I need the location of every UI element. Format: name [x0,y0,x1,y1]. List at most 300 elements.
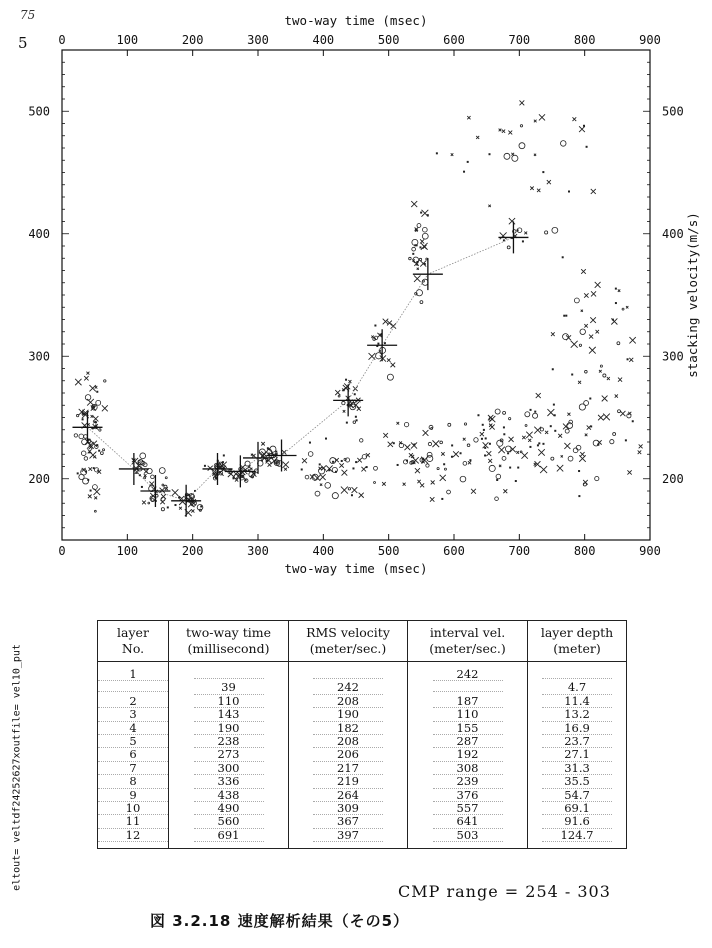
semblance-mark-circle [348,488,350,490]
semblance-mark-dot [615,288,617,290]
semblance-mark-dot [451,444,453,446]
semblance-mark-dot [489,443,491,445]
semblance-mark-cross [499,129,502,132]
semblance-mark-dot [553,404,555,406]
semblance-mark-dot [167,506,169,508]
semblance-mark-cross [618,289,620,291]
semblance-mark-cross [463,438,466,441]
table-row [98,735,627,748]
table-cell-no: 11 [98,815,169,828]
table-row [98,789,627,802]
table-cell-time: 560 [169,815,289,828]
picked-velocity-markers [72,221,528,516]
semblance-mark-dot [586,146,588,148]
semblance-mark-cross [335,390,340,395]
x-tick-label-top: 400 [312,33,335,47]
semblance-mark-circle [552,227,558,233]
picked-velocity-marker [171,485,201,517]
semblance-mark-cross [564,443,570,449]
semblance-mark-dot [542,443,544,445]
semblance-mark-dot [335,471,337,473]
semblance-mark-cross [208,466,213,471]
semblance-mark-cross [343,410,346,413]
semblance-mark-circle [447,490,451,494]
header-rms-velocity: RMS velocity (meter/sec.) [289,621,408,662]
semblance-mark-dot [436,152,438,154]
semblance-mark-cross [510,446,516,452]
semblance-mark-cross [572,117,576,121]
semblance-mark-cross [388,442,393,447]
table-cell-time: 238 [169,735,289,748]
semblance-mark-dot [215,477,217,479]
semblance-mark-circle [512,155,518,161]
semblance-mark-cross [144,469,148,473]
semblance-mark-cross [618,378,622,382]
semblance-mark-circle [404,422,408,426]
semblance-mark-dot [441,498,443,500]
table-cell-interval: 308 [408,762,528,775]
semblance-mark-cross [404,444,410,450]
semblance-mark-circle [140,453,146,459]
semblance-mark-dot [301,468,303,470]
semblance-mark-cross [467,116,470,119]
table-cell-depth: 11.4 [528,695,627,708]
semblance-mark-cross [538,449,545,456]
semblance-mark-circle [151,475,155,479]
y-tick-label-right: 400 [662,226,684,241]
table-cell-interval: 557 [408,802,528,815]
semblance-mark-circle [270,446,276,452]
semblance-mark-cross [589,335,593,339]
semblance-mark-cross [547,409,554,416]
semblance-mark-cross [172,489,179,496]
semblance-mark-circle [96,400,101,405]
semblance-mark-cross [626,306,628,308]
semblance-mark-dot [393,442,395,444]
semblance-mark-cross [391,323,396,328]
semblance-mark-cross [430,497,434,501]
semblance-mark-dot [223,454,225,456]
semblance-mark-circle [533,413,538,418]
semblance-mark-cross [539,114,545,120]
semblance-mark-dot [351,494,353,496]
semblance-mark-dot [275,451,277,453]
table-body [98,662,627,849]
x-axis-label-bottom: two-way time (msec) [284,561,428,576]
semblance-mark-dot [413,443,415,445]
semblance-mark-dot [188,494,190,496]
semblance-mark-circle [580,329,585,334]
semblance-mark-cross [581,310,583,312]
semblance-mark-cross [602,396,608,402]
semblance-mark-cross [545,431,548,434]
semblance-mark-circle [315,491,320,496]
table-cell-interval: 503 [408,829,528,849]
table-cell-rms: 208 [289,695,408,708]
semblance-mark-circle [525,412,530,417]
semblance-mark-cross [596,330,599,333]
semblance-mark-cross [357,458,361,462]
table-cell-rms: 367 [289,815,408,828]
semblance-mark-circle [504,153,510,159]
semblance-mark-cross [579,126,585,132]
semblance-mark-cross [578,381,581,384]
semblance-mark-dot [483,429,485,431]
table-cell-no: 12 [98,829,169,849]
semblance-mark-cross [88,494,92,498]
semblance-mark-dot [345,379,347,381]
table-cell-no: 8 [98,775,169,788]
semblance-mark-cross [344,383,350,389]
semblance-mark-dot [612,319,614,321]
semblance-mark-cross [144,474,147,477]
semblance-mark-dot [522,240,524,242]
semblance-mark-cross [420,239,424,243]
semblance-mark-dot [485,437,487,439]
semblance-mark-cross [599,370,602,373]
semblance-mark-dot [484,447,486,449]
x-tick-label-bottom: 200 [181,544,204,558]
semblance-mark-cross [382,482,386,486]
table-cell-depth: 16.9 [528,722,627,735]
semblance-mark-cross [509,218,515,224]
semblance-mark-cross [526,432,532,438]
x-tick-label-bottom: 300 [247,544,269,558]
semblance-mark-cross [571,341,578,348]
semblance-scatter [74,100,642,516]
semblance-mark-dot [141,486,143,488]
semblance-mark-cross [302,458,307,463]
table-header-row [98,621,627,662]
semblance-mark-dot [355,416,357,418]
table-cell-no: 3 [98,708,169,721]
semblance-mark-cross [547,180,551,184]
semblance-mark-cross [88,467,92,471]
semblance-mark-cross [86,372,89,375]
table-cell-time: 300 [169,762,289,775]
semblance-mark-circle [603,374,606,377]
semblance-mark-circle [74,434,77,437]
semblance-mark-circle [387,374,393,380]
semblance-mark-cross [537,189,540,192]
x-tick-label-top: 0 [58,33,66,47]
semblance-mark-cross [250,468,252,470]
x-tick-label-bottom: 600 [443,544,465,558]
semblance-mark-cross [536,393,541,398]
semblance-mark-cross [268,463,272,467]
table-cell-no: 7 [98,762,169,775]
semblance-mark-dot [488,153,490,155]
semblance-mark-cross [191,509,194,512]
semblance-mark-dot [568,190,570,192]
semblance-mark-dot [538,442,540,444]
semblance-mark-dot [481,438,483,440]
semblance-mark-circle [338,395,340,397]
table-row [98,662,627,682]
header-layer-depth: layer depth (meter) [528,621,627,662]
semblance-mark-cross [639,444,643,448]
semblance-mark-dot [529,446,531,448]
semblance-mark-cross [534,154,536,156]
semblance-mark-cross [142,501,146,505]
semblance-mark-circle [440,441,443,444]
semblance-mark-cross [580,452,584,456]
semblance-mark-cross [342,470,348,476]
semblance-mark-dot [482,424,484,426]
semblance-mark-cross [94,496,97,499]
semblance-mark-dot [204,465,206,467]
semblance-mark-cross [629,358,633,362]
semblance-mark-dot [550,425,552,427]
semblance-mark-circle [417,224,421,228]
semblance-mark-circle [353,421,356,424]
semblance-mark-cross [161,494,166,499]
semblance-mark-cross [607,377,610,380]
table-cell-rms: 217 [289,762,408,775]
semblance-mark-cross [352,487,358,493]
semblance-mark-circle [474,438,478,442]
semblance-mark-cross [432,440,439,447]
semblance-mark-cross [584,324,587,327]
x-tick-label-top: 800 [573,33,596,47]
y-tick-label-left: 200 [28,471,50,486]
x-tick-label-bottom: 800 [573,544,596,558]
semblance-mark-cross [234,472,238,476]
semblance-mark-circle [448,423,451,426]
picked-velocity-marker [498,221,528,253]
semblance-mark-circle [560,141,566,147]
semblance-mark-circle [427,455,433,461]
table-cell-time: 39 [169,681,289,694]
table-cell-time: 336 [169,775,289,788]
semblance-mark-cross [480,432,484,436]
semblance-mark-cross [431,480,435,484]
semblance-mark-dot [467,161,469,163]
table-row [98,815,627,828]
semblance-mark-dot [90,490,92,492]
semblance-mark-cross [502,130,505,133]
semblance-mark-dot [355,461,357,463]
semblance-mark-circle [99,429,101,431]
semblance-mark-cross [320,474,326,480]
semblance-mark-dot [98,450,100,452]
semblance-mark-dot [354,393,356,395]
semblance-mark-dot [233,477,235,479]
semblance-mark-circle [426,464,429,467]
semblance-mark-circle [374,466,378,470]
table-cell-no: 10 [98,802,169,815]
semblance-mark-cross [93,416,98,421]
semblance-mark-cross [93,488,100,495]
table-cell-rms: 206 [289,748,408,761]
semblance-mark-cross [451,153,454,156]
semblance-mark-cross [503,489,507,493]
semblance-mark-circle [519,143,525,149]
semblance-mark-dot [82,418,84,420]
table-cell-interval: 239 [408,775,528,788]
x-axis-label-top: two-way time (msec) [284,13,428,28]
semblance-mark-dot [416,264,418,266]
semblance-mark-cross [557,465,563,471]
semblance-mark-cross [160,488,165,493]
table-cell-depth: 124.7 [528,829,627,849]
semblance-mark-dot [517,467,519,469]
semblance-mark-circle [165,477,167,479]
table-cell-interval: 376 [408,789,528,802]
x-tick-label-top: 700 [508,33,531,47]
semblance-mark-dot [590,425,592,427]
x-tick-label-bottom: 0 [58,544,66,558]
semblance-mark-circle [412,247,416,251]
semblance-mark-circle [444,468,446,470]
semblance-mark-circle [420,301,423,304]
semblance-mark-cross [540,466,547,473]
table-cell-depth: 69.1 [528,802,627,815]
semblance-mark-cross [516,451,519,454]
semblance-mark-circle [305,475,309,479]
semblance-mark-dot [625,439,627,441]
semblance-mark-dot [242,475,244,477]
semblance-mark-circle [617,342,620,345]
x-tick-label-bottom: 700 [508,544,531,558]
semblance-mark-cross [417,268,419,270]
semblance-mark-dot [597,444,599,446]
semblance-mark-cross [476,136,479,139]
semblance-mark-cross [411,201,417,207]
semblance-mark-circle [467,444,470,447]
table-cell-depth: 13.2 [528,708,627,721]
semblance-mark-dot [484,454,486,456]
semblance-mark-cross [519,100,524,105]
semblance-mark-dot [615,302,617,304]
semblance-mark-circle [374,482,376,484]
semblance-mark-dot [469,459,471,461]
semblance-mark-circle [503,411,506,414]
table-cell-interval: 287 [408,735,528,748]
semblance-mark-cross [581,269,586,274]
table-cell-depth: 35.5 [528,775,627,788]
semblance-mark-cross [383,433,388,438]
table-cell-no: 2 [98,695,169,708]
table-row [98,681,627,694]
x-tick-label-bottom: 500 [377,544,400,558]
semblance-mark-cross [423,430,429,436]
semblance-mark-circle [576,445,581,450]
semblance-mark-cross [629,337,635,343]
semblance-mark-cross [615,394,618,397]
semblance-mark-cross [440,475,446,481]
x-tick-label-top: 200 [181,33,204,47]
table-cell-rms: 309 [289,802,408,815]
x-tick-label-bottom: 900 [639,544,661,558]
semblance-mark-circle [520,451,522,453]
semblance-mark-circle [220,463,222,465]
semblance-mark-dot [88,451,90,453]
semblance-mark-circle [428,442,431,445]
semblance-mark-cross [283,462,289,468]
semblance-mark-circle [162,484,164,486]
table-row [98,802,627,815]
table-cell-rms: 242 [289,681,408,694]
semblance-mark-circle [489,465,495,471]
table-row [98,748,627,761]
velocity-results-table [97,620,627,849]
table-row [98,775,627,788]
semblance-mark-cross [489,424,492,427]
semblance-mark-dot [627,358,629,360]
table-cell-interval: 187 [408,695,528,708]
semblance-mark-dot [460,452,462,454]
semblance-mark-dot [443,463,445,465]
table-cell-depth: 27.1 [528,748,627,761]
semblance-mark-dot [542,171,544,173]
semblance-mark-circle [464,423,466,425]
semblance-mark-cross [95,386,98,389]
table-row [98,708,627,721]
semblance-mark-dot [503,426,505,428]
picked-velocity-line [87,237,513,500]
semblance-mark-cross [93,455,96,458]
semblance-mark-circle [104,380,106,382]
table-cell-rms: 182 [289,722,408,735]
semblance-mark-dot [503,433,505,435]
semblance-mark-circle [325,483,331,489]
table-cell-no: 6 [98,748,169,761]
semblance-mark-dot [374,325,376,327]
table-cell-time [169,662,289,682]
semblance-mark-dot [530,409,532,411]
semblance-mark-circle [568,456,573,461]
page-mark-handwritten: 75 [20,8,36,22]
table-cell-rms: 190 [289,708,408,721]
semblance-mark-circle [573,448,578,453]
semblance-mark-cross [579,455,586,462]
semblance-mark-cross [498,447,504,453]
semblance-mark-cross [390,363,395,368]
semblance-mark-cross [500,232,507,239]
semblance-mark-circle [94,510,96,512]
semblance-mark-dot [562,256,564,258]
x-tick-label-top: 100 [116,33,139,47]
header-layer-no: layer No. [98,621,169,662]
semblance-mark-dot [93,467,95,469]
semblance-mark-circle [463,462,467,466]
semblance-mark-dot [632,420,634,422]
semblance-mark-cross [591,189,596,194]
semblance-mark-cross [551,332,555,336]
picked-velocity-marker [140,475,170,507]
semblance-mark-cross [420,483,424,487]
table-cell-no: 4 [98,722,169,735]
semblance-mark-cross [534,120,537,123]
semblance-mark-cross [488,205,490,207]
table-cell-rms: 219 [289,775,408,788]
semblance-mark-circle [584,401,589,406]
semblance-mark-circle [416,290,422,296]
semblance-mark-circle [574,298,579,303]
semblance-mark-circle [84,435,88,439]
semblance-mark-dot [397,464,399,466]
semblance-mark-dot [332,461,334,463]
semblance-mark-cross [638,450,642,454]
semblance-mark-cross [359,493,364,498]
semblance-mark-circle [579,344,581,346]
semblance-mark-cross [261,442,265,446]
semblance-mark-cross [414,275,420,281]
semblance-mark-dot [578,470,580,472]
semblance-mark-circle [79,434,84,439]
semblance-mark-circle [495,409,500,414]
